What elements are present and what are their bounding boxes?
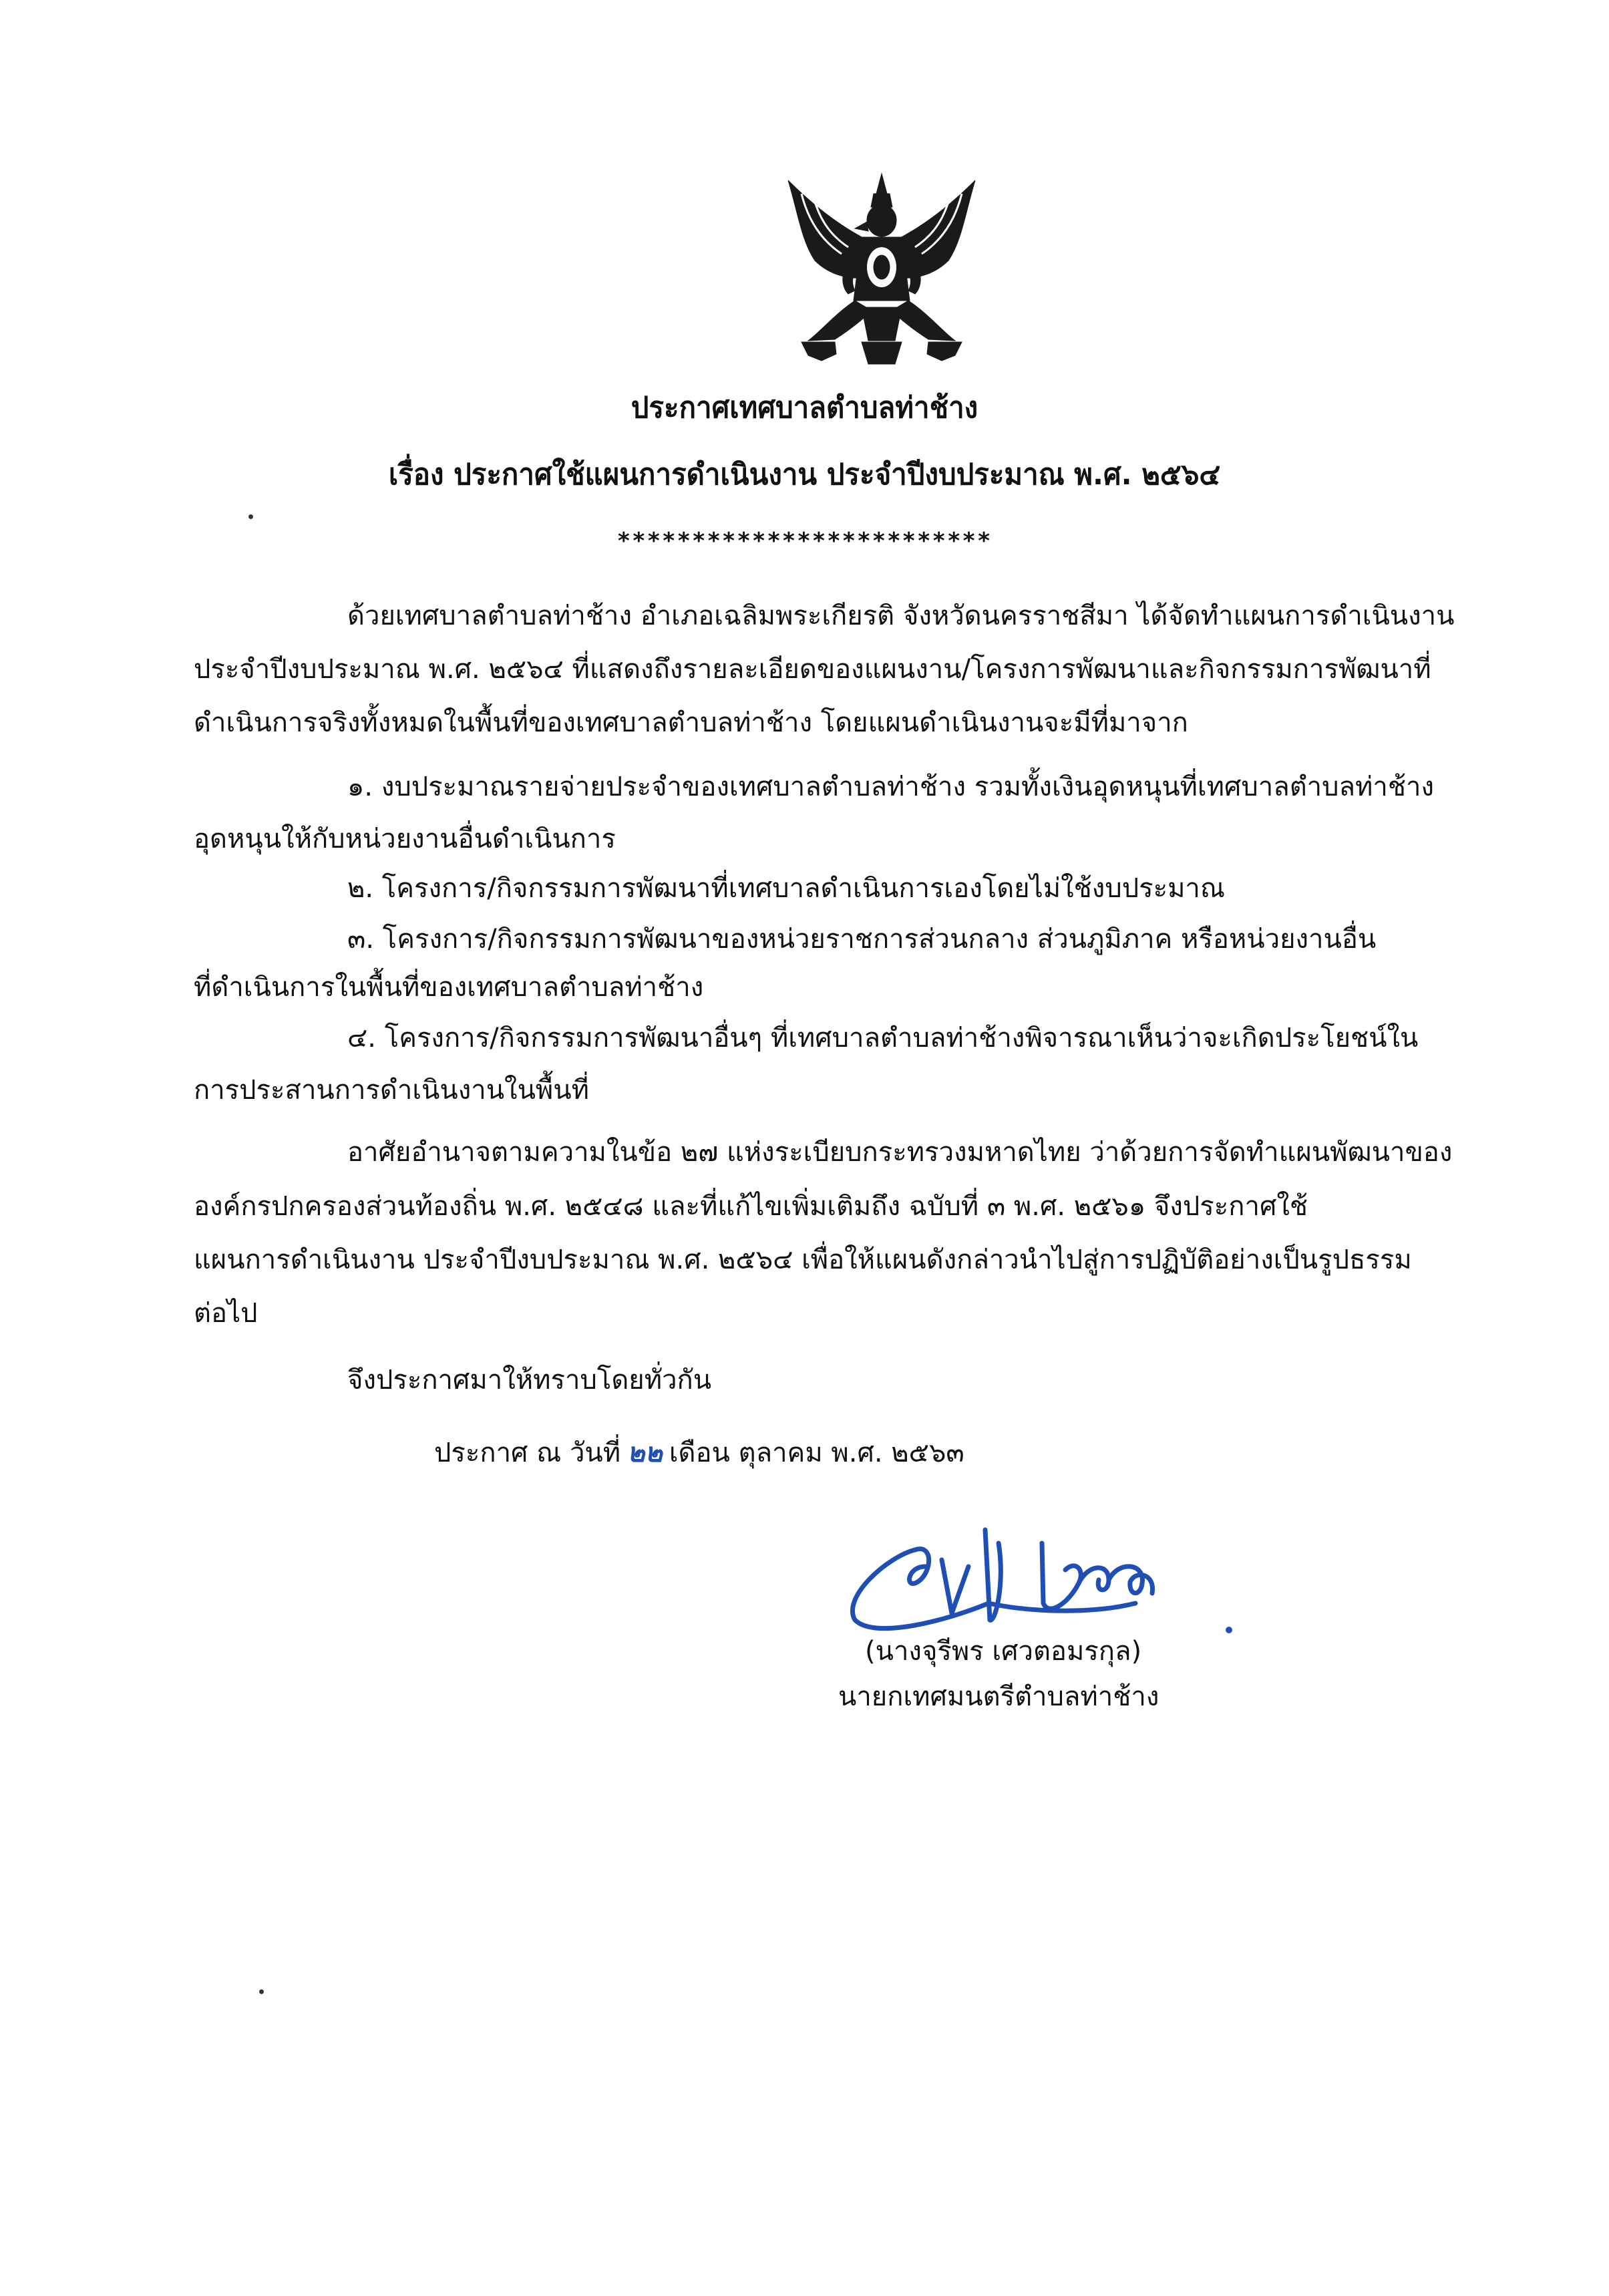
handwritten-signature bbox=[815, 1503, 1242, 1643]
scan-speck bbox=[259, 1989, 264, 1994]
paragraph-2-line-3: แผนการดำเนินงาน ประจำปีงบประมาณ พ.ศ. ๒๕๖๔ เพื่อให้แผนดังกล่าวนำไปสู่การปฏิบัติอย่างเป็นรูปธรรม bbox=[194, 1245, 1412, 1275]
paragraph-2-line-4: ต่อไป bbox=[194, 1298, 258, 1329]
item-1-line-2: อุดหนุนให้กับหน่วยงานอื่นดำเนินการ bbox=[194, 824, 616, 854]
item-4-line-2: การประสานการดำเนินงานในพื้นที่ bbox=[194, 1075, 589, 1106]
item-3-line-1: ๓. โครงการ/กิจกรรมการพัฒนาของหน่วยราชการส่วนกลาง ส่วนภูมิภาค หรือหน่วยงานอื่น bbox=[347, 924, 1377, 955]
closing-statement: จึงประกาศมาให้ทราบโดยทั่วกัน bbox=[347, 1365, 712, 1396]
paragraph-1-line-3: ดำเนินการจริงทั้งหมดในพื้นที่ของเทศบาลตำบลท่าช้าง โดยแผนดำเนินงานจะมีที่มาจาก bbox=[194, 707, 1188, 738]
announce-date-line bbox=[434, 1440, 964, 1466]
item-3-line-2: ที่ดำเนินการในพื้นที่ของเทศบาลตำบลท่าช้าง bbox=[194, 972, 704, 1003]
signatory-position: นายกเทศมนตรีตำบลท่าช้าง bbox=[838, 1681, 1159, 1712]
separator: ************************* bbox=[616, 528, 993, 554]
item-2-line-1: ๒. โครงการ/กิจกรรมการพัฒนาที่เทศบาลดำเนินการเองโดยไม่ใช้งบประมาณ bbox=[347, 873, 1226, 904]
signatory-name: (นางจุรีพร เศวตอมรกุล) bbox=[865, 1636, 1142, 1667]
date-day: ๒๒ bbox=[627, 1438, 663, 1468]
date-prefix: ประกาศ ณ วันที่ bbox=[434, 1438, 621, 1468]
garuda-emblem-icon bbox=[761, 167, 1002, 374]
paragraph-2-line-2: องค์กรปกครองส่วนท้องถิ่น พ.ศ. ๒๕๔๘ และที่แก้ไขเพิ่มเติมถึง ฉบับที่ ๓ พ.ศ. ๒๕๖๑ จึงประกาศใช้ bbox=[194, 1191, 1308, 1222]
paragraph-1-line-1: ด้วยเทศบาลตำบลท่าช้าง อำเภอเฉลิมพระเกียรติ จังหวัดนครราชสีมา ได้จัดทำแผนการดำเนินงาน bbox=[347, 601, 1455, 631]
item-1-line-1: ๑. งบประมาณรายจ่ายประจำของเทศบาลตำบลท่าช้าง รวมทั้งเงินอุดหนุนที่เทศบาลตำบลท่าช้าง bbox=[347, 772, 1435, 802]
item-4-line-1: ๔. โครงการ/กิจกรรมการพัฒนาอื่นๆ ที่เทศบาลตำบลท่าช้างพิจารณาเห็นว่าจะเกิดประโยชน์ใน bbox=[347, 1023, 1419, 1053]
paragraph-2-line-1: อาศัยอำนาจตามความในข้อ ๒๗ แห่งระเบียบกระทรวงมหาดไทย ว่าด้วยการจัดทำแผนพัฒนาของ bbox=[347, 1137, 1453, 1168]
announcement-title: ประกาศเทศบาลตำบลท่าช้าง bbox=[631, 391, 978, 425]
announcement-subject: เรื่อง ประกาศใช้แผนการดำเนินงาน ประจำปีงบประมาณ พ.ศ. ๒๕๖๔ bbox=[388, 458, 1221, 492]
paragraph-1-line-2: ประจำปีงบประมาณ พ.ศ. ๒๕๖๔ ที่แสดงถึงรายละเอียดของแผนงาน/โครงการพัฒนาและกิจกรรมการพัฒนาที่ bbox=[194, 654, 1431, 685]
scan-speck bbox=[248, 514, 253, 519]
date-suffix: เดือน ตุลาคม พ.ศ. ๒๕๖๓ bbox=[669, 1438, 964, 1468]
